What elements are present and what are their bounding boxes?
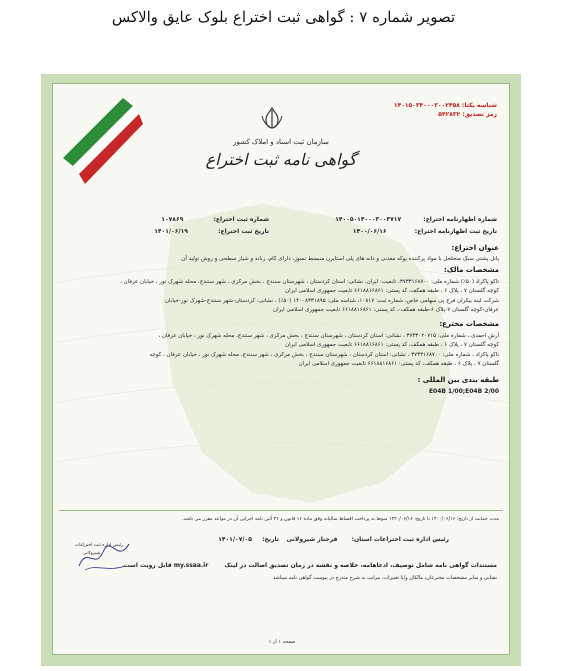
verification-code-value: ۵۴۲۸۳۲ xyxy=(438,111,461,118)
declaration-number-value: ۱۴۰۰۵۰۱۴۰۰۰۳۰۰۳۷۱۷ xyxy=(335,216,402,223)
certificate-page xyxy=(52,83,510,655)
verification-suffix: قابل رویت است xyxy=(123,562,172,569)
issue-date xyxy=(218,536,279,544)
inventor-line: کوچه گلستان ۷ ، پلاک ۶ ، طبقه همکف، کد پستی: ۶۶۱۸۸۱۶۸۶۱ تابعیت جمهوری اسلامی ایران xyxy=(285,342,499,348)
invention-title-text: پانل پشتی سبک متخلخل با مواد پرکننده پوکه معدنی و دانه های پلی استایرن منبسط نسوز، دارای کام، زبانه و شیار سطحی و روش تولید آن xyxy=(181,256,499,262)
classification-value: E04B 1/00;E04B 2/00 xyxy=(428,388,499,395)
registration-number-label: شماره ثبت اختراع: xyxy=(213,216,269,223)
unique-id xyxy=(394,102,497,110)
declaration-date xyxy=(353,228,497,236)
note-line: نشانی و سایر مشخصات مخترعان، مالکان و/یا تغییرات، مراتب به شرح مندرج در پیوست گواهی نامه میباشد xyxy=(272,575,497,581)
validity-line: مدت حمایت از تاریخ: ۱۴۰۰/۰۶/۱۶ تا تاریخ: ۱۴۲۰/۰۶/۱۶ منوط به پرداخت اقساط سالیانه وفق ماده ۱۶ قانون و ۳۶ آئین نامه اجرایی آن در مواعد مقرر می باشد. xyxy=(182,517,499,522)
owner-line: کوچه گلستان ۷ ، پلاک ۶ ، طبقه همکف، کد پستی: ۶۶۱۸۸۱۶۸۶۱ تابعیت جمهوری اسلامی ایران xyxy=(285,288,499,294)
registration-date xyxy=(154,228,269,236)
owner-line: تاکو پاکزاد (۵۰٪) شماره ملی: ۳۷۳۳۱۶۸۷۰۰، تابعیت: ایران، نشانی: استان کردستان ، شهرستان سنندج ، بخش مرکزی ، شهر سنندج، محله شهرک نور ، خیابان عرفان ، xyxy=(120,279,499,285)
owner-line: عرفان-کوچه گلستان ۷-پلاک ۶-طبقه همکف-، کد پستی: ۶۶۱۸۸۱۶۸۶۱ تابعیت جمهوری اسلامی ایران xyxy=(273,307,499,313)
signature-stamp xyxy=(75,536,135,576)
certificate-frame xyxy=(41,74,521,666)
organization-name: سازمان ثبت اسناد و املاک کشور xyxy=(233,138,329,146)
signer-name: فرحناز شیرولانی xyxy=(286,536,338,543)
classification-heading: طبقه بندی بین المللی : xyxy=(417,376,499,384)
issue-date-value: ۱۴۰۱/۰۷/۰۵ xyxy=(218,536,252,543)
invention-title-heading: عنوان اختراع: xyxy=(451,244,499,252)
unique-id-value: ۱۴۰۱۵۰۳۴۰۰۰۳۰۰۲۴۵۸ xyxy=(393,102,460,109)
inventor-line: آرش احمدی ، شماره ملی: ۳۷۳۳۰۲۰۷۱۵ ، نشانی: استان کردستان ، شهرستان سنندج ، بخش مرکزی ، شهر سنندج، محله شهرک نور ، خیابان عرفان ، xyxy=(158,333,499,339)
inventor-line: گلستان ۷ ، پلاک ۶ ، طبقه همکف، کد پستی: ۶۶۱۸۸۱۶۸۶۱ تابعیت جمهوری اسلامی ایران xyxy=(298,361,499,367)
declaration-number xyxy=(335,216,497,224)
page-number: صفحه ۱ از ۱ xyxy=(268,639,296,645)
unique-id-label: شناسه یکتا: xyxy=(461,102,497,109)
footer-divider xyxy=(59,510,503,511)
owners-heading: مشخصات مالک: xyxy=(443,266,499,274)
inventors-heading: مشخصات مخترع: xyxy=(439,320,499,328)
verification-code xyxy=(438,111,497,119)
flag-ribbon-icon xyxy=(63,98,143,188)
signer xyxy=(287,536,449,544)
declaration-date-value: ۱۴۰۰/۰۶/۱۶ xyxy=(352,228,387,235)
declaration-date-label: تاریخ ثبت اظهارنامه اختراع: xyxy=(414,228,497,235)
certificate-title: گواهی نامه ثبت اختراع xyxy=(205,150,357,169)
stamp-text: رئیس اداره ثبت اختراعات xyxy=(75,543,124,548)
registration-date-label: تاریخ ثبت اختراع: xyxy=(218,228,269,235)
verification-url[interactable]: my.ssaa.ir xyxy=(173,562,209,569)
issue-date-label: تاریخ: xyxy=(262,536,279,543)
verification-code-label: رمز تصدیق: xyxy=(462,111,497,118)
registration-number xyxy=(161,216,269,224)
verification-text: مستندات گواهی نامه شامل توصیف، ادعاهامه، خلاصه و نقشه در زمان تصدیق اصالت در لینک xyxy=(224,562,497,569)
iran-emblem-icon xyxy=(259,106,285,130)
owner-line: شرکت لینه بیکران فرج پی سهامی خاص، شماره ثبت: ۱۰۸۱۷، شناسه ملی: ۱۴۰۰۸۳۳۱۸۹۵ (۵۰٪) ، نشانی: کردستان-شهر سنندج-شهرک نور-خیابان xyxy=(164,298,499,304)
stamp-name: شیرولانی xyxy=(83,551,101,556)
inventor-line: تاکو پاکزاد ، شماره ملی: ۳۷۳۳۱۶۸۷۰۰ ، نشانی: استان کردستان ، شهرستان سنندج ، بخش مرکزی ، شهر سنندج، محله شهرک نور ، خیابان عرفان ، کوچه xyxy=(149,352,499,358)
registration-date-value: ۱۴۰۱/۰۶/۱۹ xyxy=(154,228,188,235)
signer-label: رئیس اداره ثبت اختراعات استان: xyxy=(351,536,449,543)
verification-line xyxy=(124,562,497,570)
figure-caption: تصویر شماره ۷ : گواهی ثبت اختراع بلوک عایق والاکس xyxy=(111,8,456,26)
declaration-number-label: شماره اظهارنامه اختراع: xyxy=(423,216,497,223)
registration-number-value: ۱۰۷۸۶۹ xyxy=(161,216,184,223)
